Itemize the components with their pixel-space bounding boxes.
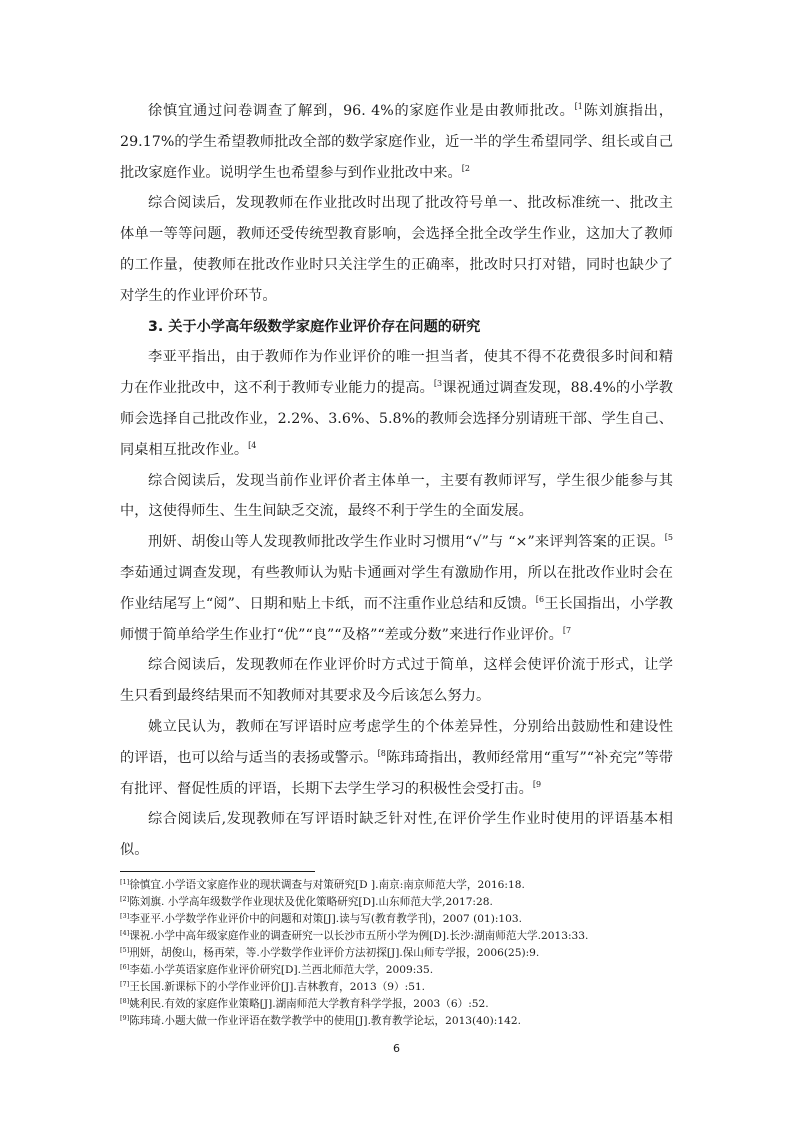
- paragraph-text: 综合阅读后，发现教师在作业评价时方式过于简单，这样会使评价流于形式，让学生只看到最终结果而不知教师对其要求及今后该怎么努力。: [120, 657, 673, 705]
- paragraph-text: 徐慎宜通过问卷调查了解到，96. 4%的家庭作业是由教师批改。: [148, 103, 575, 119]
- footnotes: [120, 877, 680, 1030]
- footnote-mark: [6]: [120, 963, 130, 972]
- citation-mark: [1: [574, 102, 583, 111]
- body-text: [120, 96, 673, 866]
- footnote-text: 王长国.新课标下的小学作业评价[J].吉林教育，2013（9）:51.: [129, 981, 426, 994]
- footnote: [120, 911, 680, 928]
- paragraph-text: 陈刘旗指出，29.17%的学生希望教师批改全部的数学家庭作业，近一半的学生希望同学、组长或自己批改家庭作业。说明学生也希望参与到作业批改中来。: [120, 103, 673, 181]
- paragraph-text: 王长国指出，小学教师惯于简单给学生作业打“优”“良”“及格”“差或分数”来进行作业评价。: [120, 595, 674, 643]
- footnote: [120, 962, 680, 979]
- footnote-text: 李茹.小学英语家庭作业评价研究[D].兰西北师范大学，2009:35.: [129, 964, 434, 977]
- paragraph: [120, 527, 673, 650]
- paragraph-text: 3. 关于小学高年级数学家庭作业评价存在问题的研究: [148, 318, 481, 335]
- footnote: [120, 996, 680, 1013]
- footnote-mark: [4]: [120, 929, 130, 938]
- citation-mark: [6: [535, 594, 545, 604]
- paragraph-text: 李亚平指出，由于教师作为作业评价的唯一担当者，使其不得不花费很多时间和精力在作业批改中，这不利于教师专业能力的提高。: [120, 349, 673, 397]
- footnote-mark: [8]: [120, 997, 130, 1006]
- footnote-mark: [2]: [120, 895, 130, 904]
- paragraph-text: 综合阅读后，发现当前作业评价者主体单一，主要有教师评写，学生很少能参与其中，这使得师生、生生间缺乏交流，最终不利于学生的全面发展。: [120, 472, 673, 520]
- footnote: [120, 945, 680, 962]
- paragraph-text: 综合阅读后,发现教师在写评语时缺乏针对性,在评价学生作业时使用的评语基本相似。: [120, 811, 673, 859]
- paragraph: [120, 804, 673, 866]
- footnote: [120, 1013, 680, 1030]
- footnote-text: 李亚平.小学数学作业评价中的问题和对策[J].读与写(教育教学刊)，2007 (01):103.: [129, 913, 522, 926]
- footnote-separator: [120, 871, 315, 872]
- citation-mark: [8: [377, 748, 386, 758]
- citation-mark: [9: [532, 779, 542, 789]
- citation-mark: [5: [664, 533, 673, 543]
- footnote-text: 刑妍，胡俊山，杨再荣，等.小学数学作业评价方法初探[J].保山师专学报，2006(25):9.: [129, 947, 540, 960]
- paragraph: [120, 96, 673, 188]
- footnote-mark: [9]: [120, 1014, 130, 1023]
- paragraph: [120, 466, 673, 528]
- footnote-mark: [5]: [120, 946, 130, 955]
- footnote-text: 陈玮琦.小题大做一作业评语在数学教学中的使用[J].教育教学论坛，2013(40):142.: [129, 1015, 521, 1028]
- citation-mark: [4: [248, 440, 257, 450]
- footnote-text: 徐慎宜.小学语文家庭作业的现状调查与对策研究[D ].南京:南京师范大学，2016:18.: [129, 879, 525, 891]
- footnote-mark: [3]: [120, 912, 130, 921]
- footnote: [120, 894, 680, 911]
- paragraph-text: 课祝通过调查发现，88.4%的小学教师会选择自己批改作业，2.2%、3.6%、5.8%的教师会选择分别请班干部、学生自己、同桌相互批改作业。: [120, 380, 673, 458]
- footnote-text: 陈刘旗. 小学高年级数学作业现状及优化策略研究[D].山东师范大学,2017:28.: [129, 896, 493, 909]
- paragraph-text: 李茹通过调查发现，有些教师认为贴卡通画对学生有激励作用，所以在批改作业时会在作业结尾写上“阅”、日期和贴上卡纸，而不注重作业总结和反馈。: [120, 564, 673, 612]
- paragraph-text: 刑妍、胡俊山等人发现教师批改学生作业时习惯用“√”与 “×”来评判答案的正误。: [148, 534, 665, 551]
- section-heading: [120, 312, 673, 343]
- page-number: 6: [393, 1042, 400, 1055]
- footnote-mark: [1]: [120, 878, 130, 886]
- paragraph: [120, 188, 673, 311]
- paragraph-text: 陈玮琦指出，教师经常用“重写”“补充完”等带有批评、督促性质的评语，长期下去学生学习的积极性会受打击。: [120, 749, 673, 797]
- citation-mark: [7: [562, 625, 572, 635]
- footnote-mark: [7]: [120, 980, 130, 989]
- paragraph-text: 综合阅读后，发现教师在作业批改时出现了批改符号单一、批改标准统一、批改主体单一等等问题，教师还受传统型教育影响，会选择全批全改学生作业，这加大了教师的工作量，使教师在批改作业时只关注学生的正确率，批改时只打对错，同时也缺少了对学生的作业评价环节。: [120, 195, 673, 304]
- citation-mark: [3: [433, 379, 443, 389]
- footnote: [120, 979, 680, 996]
- paragraph: [120, 342, 673, 465]
- paragraph: [120, 712, 673, 804]
- paragraph-text: 姚立民认为，教师在写评语时应考虑学生的个体差异性，分别给出鼓励性和建设性的评语，也可以给与适当的表扬或警示。: [120, 718, 673, 766]
- footnote-text: 姚利民.有效的家庭作业策略[J].湖南师范大学教育科学学报，2003（6）:52.: [129, 998, 489, 1011]
- paragraph: [120, 650, 673, 712]
- citation-mark: [2: [461, 163, 471, 173]
- footnote: [120, 877, 680, 894]
- footnote: [120, 928, 680, 945]
- footnote-text: 课祝.小学中高年级家庭作业的调查研究一以长沙市五所小学为例[D].长沙:湖南师范大学.2013:33.: [129, 930, 589, 943]
